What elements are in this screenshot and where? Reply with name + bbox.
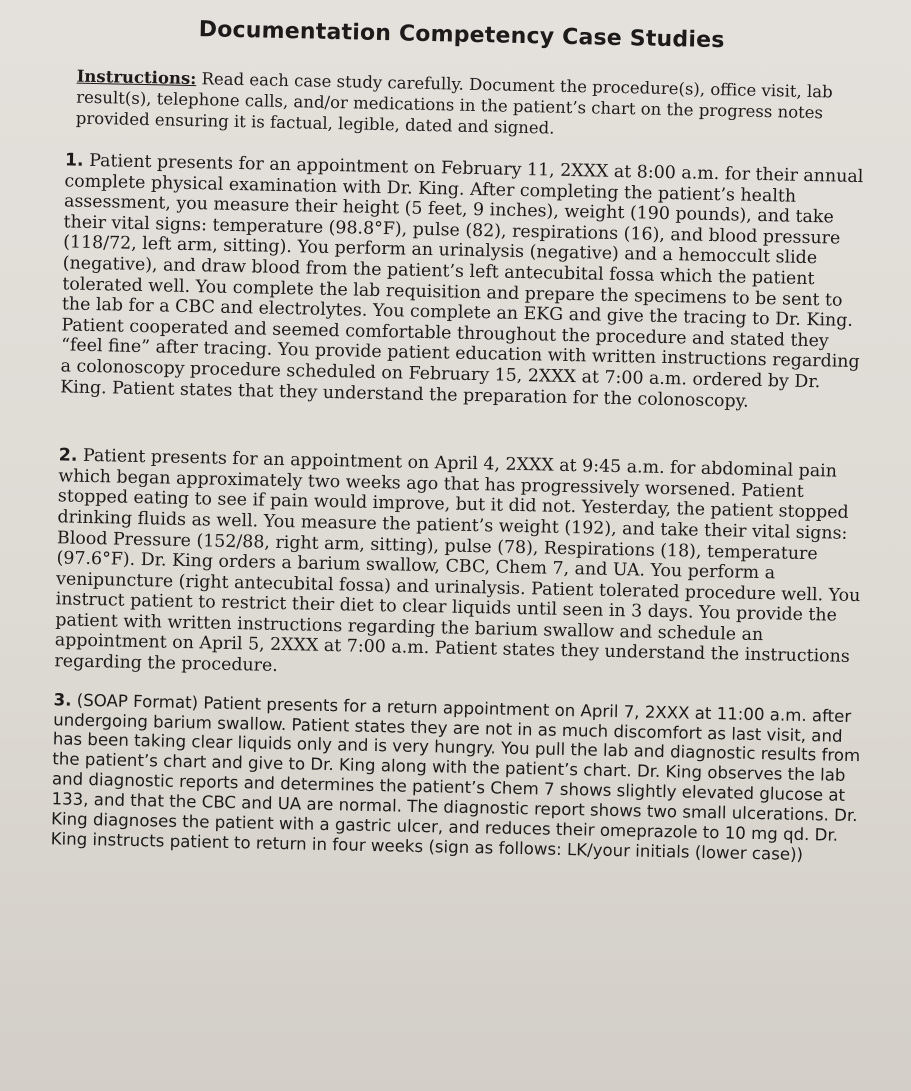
document-title: Documentation Competency Case Studies [198,17,725,54]
instructions-text: Read each case study carefully. Document the procedure(s), office visit, lab result(s), telephone calls, and/or medications in the patient’s chart on the progress notes provided ensuring it is factual, legible, dated and signed. [75,69,833,138]
instructions-paragraph [76,66,875,146]
handout-sheet [31,14,876,866]
case-study-3 [51,690,862,866]
instructions-label: Instructions: [76,66,197,89]
case-number: 3. [53,689,72,710]
case-text: Patient presents for an appointment on April 4, 2XXX at 9:45 a.m. for abdominal pain which began approximately two weeks ago that has progressively worsened. Patient stopped eating to see if pain would improve, but it did not. Yesterday, the patient stopped drinking fluids as well. You measure the patient’s weight (192), and take their vital signs: Blood Pressure (152/88, right arm, sitting), pulse (78), Respirations (18), temperature (97.6°F). Dr. King orders a barium swallow, CBC, Chem 7, and UA. You perform a venipuncture (right antecubital fossa) and urinalysis. Patient tolerated procedure well. You instruct patient to restrict their diet to clear liquids until seen in 3 days. You provide the patient with written instructions regarding the barium swallow and schedule an appointment on April 5, 2XXX at 7:00 a.m. Patient states they understand the instructions regarding the procedure. [54,445,861,677]
case-number: 1. [64,150,84,171]
case-study-1 [60,150,873,414]
case-text: Patient presents for an appointment on February 11, 2XXX at 8:00 a.m. for their annual complete physical examination with Dr. King. After completing the patient’s health assessment, you measure their height (5 feet, 9 inches), weight (190 pounds), and take their vital signs: temperature (98.8°F), pulse (82), respirations (16), and blood pressure (118/72, left arm, sitting). You perform an urinalysis (negative) and a hemoccult slide (negative), and draw blood from the patient’s left antecubital fossa which the patient tolerated well. You complete the lab requisition and prepare the specimens to be sent to the lab for a CBC and electrolytes. You complete an EKG and give the tracing to Dr. King. Patient cooperated and seemed comfortable throughout the procedure and stated they “feel fine” after tracing. You provide patient education with written instructions regarding a colonoscopy procedure scheduled on February 15, 2XXX at 7:00 a.m. ordered by Dr. King. Patient states that they understand the preparation for the colonoscopy. [59,150,864,412]
case-study-2 [54,445,867,688]
case-text: (SOAP Format) Patient presents for a return appointment on April 7, 2XXX at 11:00 a.m. after undergoing barium swallow. Patient states they are not in as much discomfort as last visit, and has been taking clear liquids only and is very hungry. You pull the lab and diagnostic results from the patient’s chart and give to Dr. King along with the patient’s chart. Dr. King observes the lab and diagnostic reports and determines the patient’s Chem 7 shows slightly elevated glucose at 133, and that the CBC and UA are normal. The diagnostic report shows two small ulcerations. Dr. King diagnoses the patient with a gastric ulcer, and reduces their omeprazole to 10 mg qd. Dr. King instructs patient to return in four weeks (sign as follows: LK/your initials (lower case)) [50,690,861,864]
case-number: 2. [58,445,78,466]
